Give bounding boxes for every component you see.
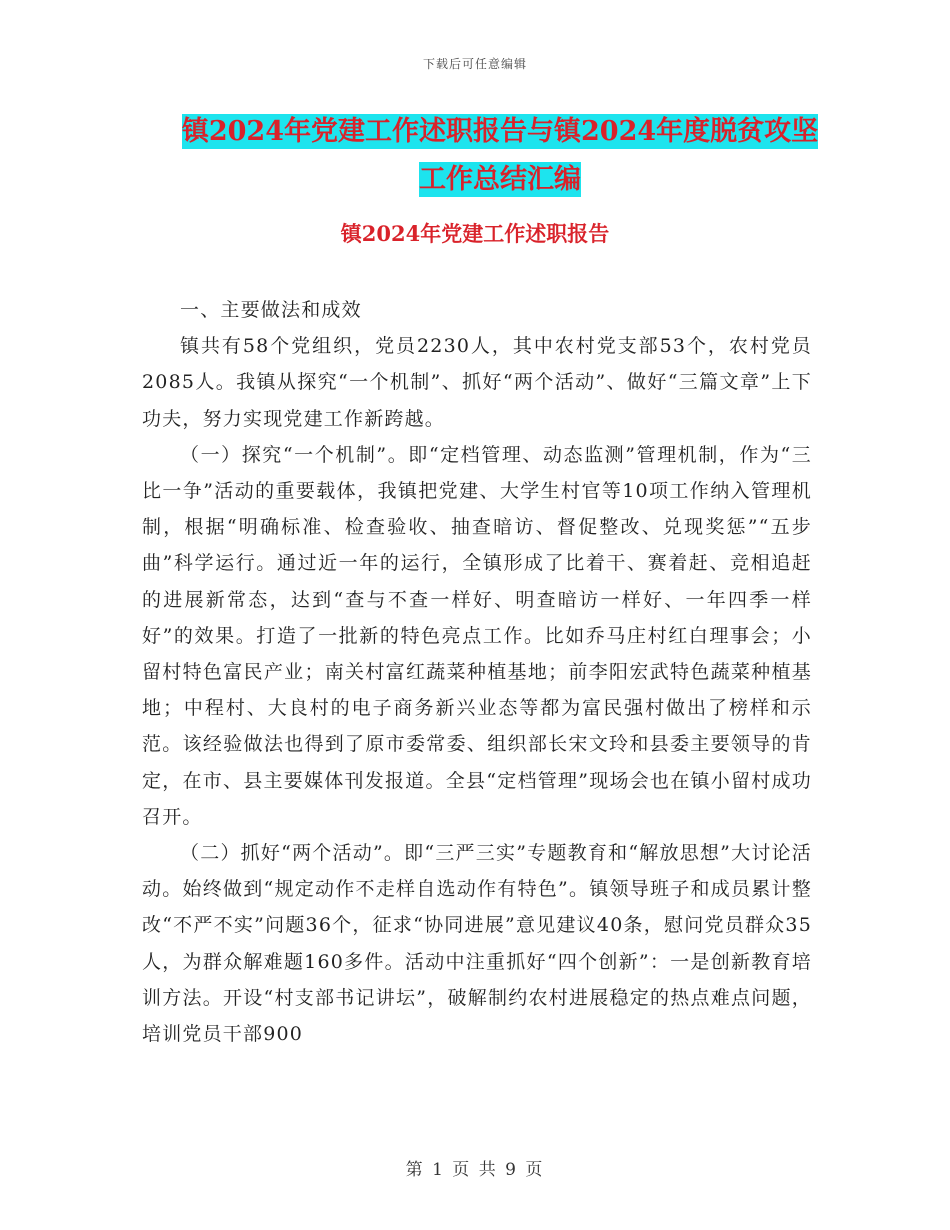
- document-title-line-2: 工作总结汇编: [419, 164, 581, 195]
- body-text: [142, 292, 812, 1052]
- paragraph: （二）抓好“两个活动”。即“三严三实”专题教育和“解放思想”大讨论活动。始终做到“规定动作不走样自选动作有特色”。镇领导班子和成员累计整改“不严不实”问题36个，征求“协同进展”意见建议40条，慰问党员群众35人，为群众解难题160多件。活动中注重抓好“四个创新”：一是创新教育培训方法。开设“村支部书记讲坛”，破解制约农村进展稳定的热点难点问题，培训党员干部900: [142, 842, 812, 1046]
- document-title: [140, 108, 860, 204]
- section-heading-1: 一、主要做法和成效: [180, 299, 362, 321]
- paragraph: 镇共有58个党组织，党员2230人，其中农村党支部53个，农村党员2085人。我镇从探究“一个机制”、抓好“两个活动”、做好“三篇文章”上下功夫，努力实现党建工作新跨越。: [142, 335, 812, 430]
- document-title-line-1: 镇2024年党建工作述职报告与镇2024年度脱贫攻坚: [181, 116, 819, 147]
- page-footer: 第 1 页 共 9 页: [405, 1160, 545, 1180]
- section-title: 镇2024年党建工作述职报告: [340, 221, 610, 246]
- header-note: 下载后可任意编辑: [422, 57, 527, 71]
- paragraph: （一）探究“一个机制”。即“定档管理、动态监测”管理机制，作为“三比一争”活动的重要载体，我镇把党建、大学生村官等10项工作纳入管理机制，根据“明确标准、检查验收、抽查暗访、督促整改、兑现奖惩”“五步曲”科学运行。通过近一年的运行，全镇形成了比着干、赛着赶、竞相追赶的进展新常态，达到“查与不查一样好、明查暗访一样好、一年四季一样好”的效果。打造了一批新的特色亮点工作。比如乔马庄村红白理事会；小留村特色富民产业；南关村富红蔬菜种植基地；前李阳宏武特色蔬菜种植基地；中程村、大良村的电子商务新兴业态等都为富民强村做出了榜样和示范。该经验做法也得到了原市委常委、组织部长宋文玲和县委主要领导的肯定，在市、县主要媒体刊发报道。全县“定档管理”现场会也在镇小留村成功召开。: [142, 443, 812, 828]
